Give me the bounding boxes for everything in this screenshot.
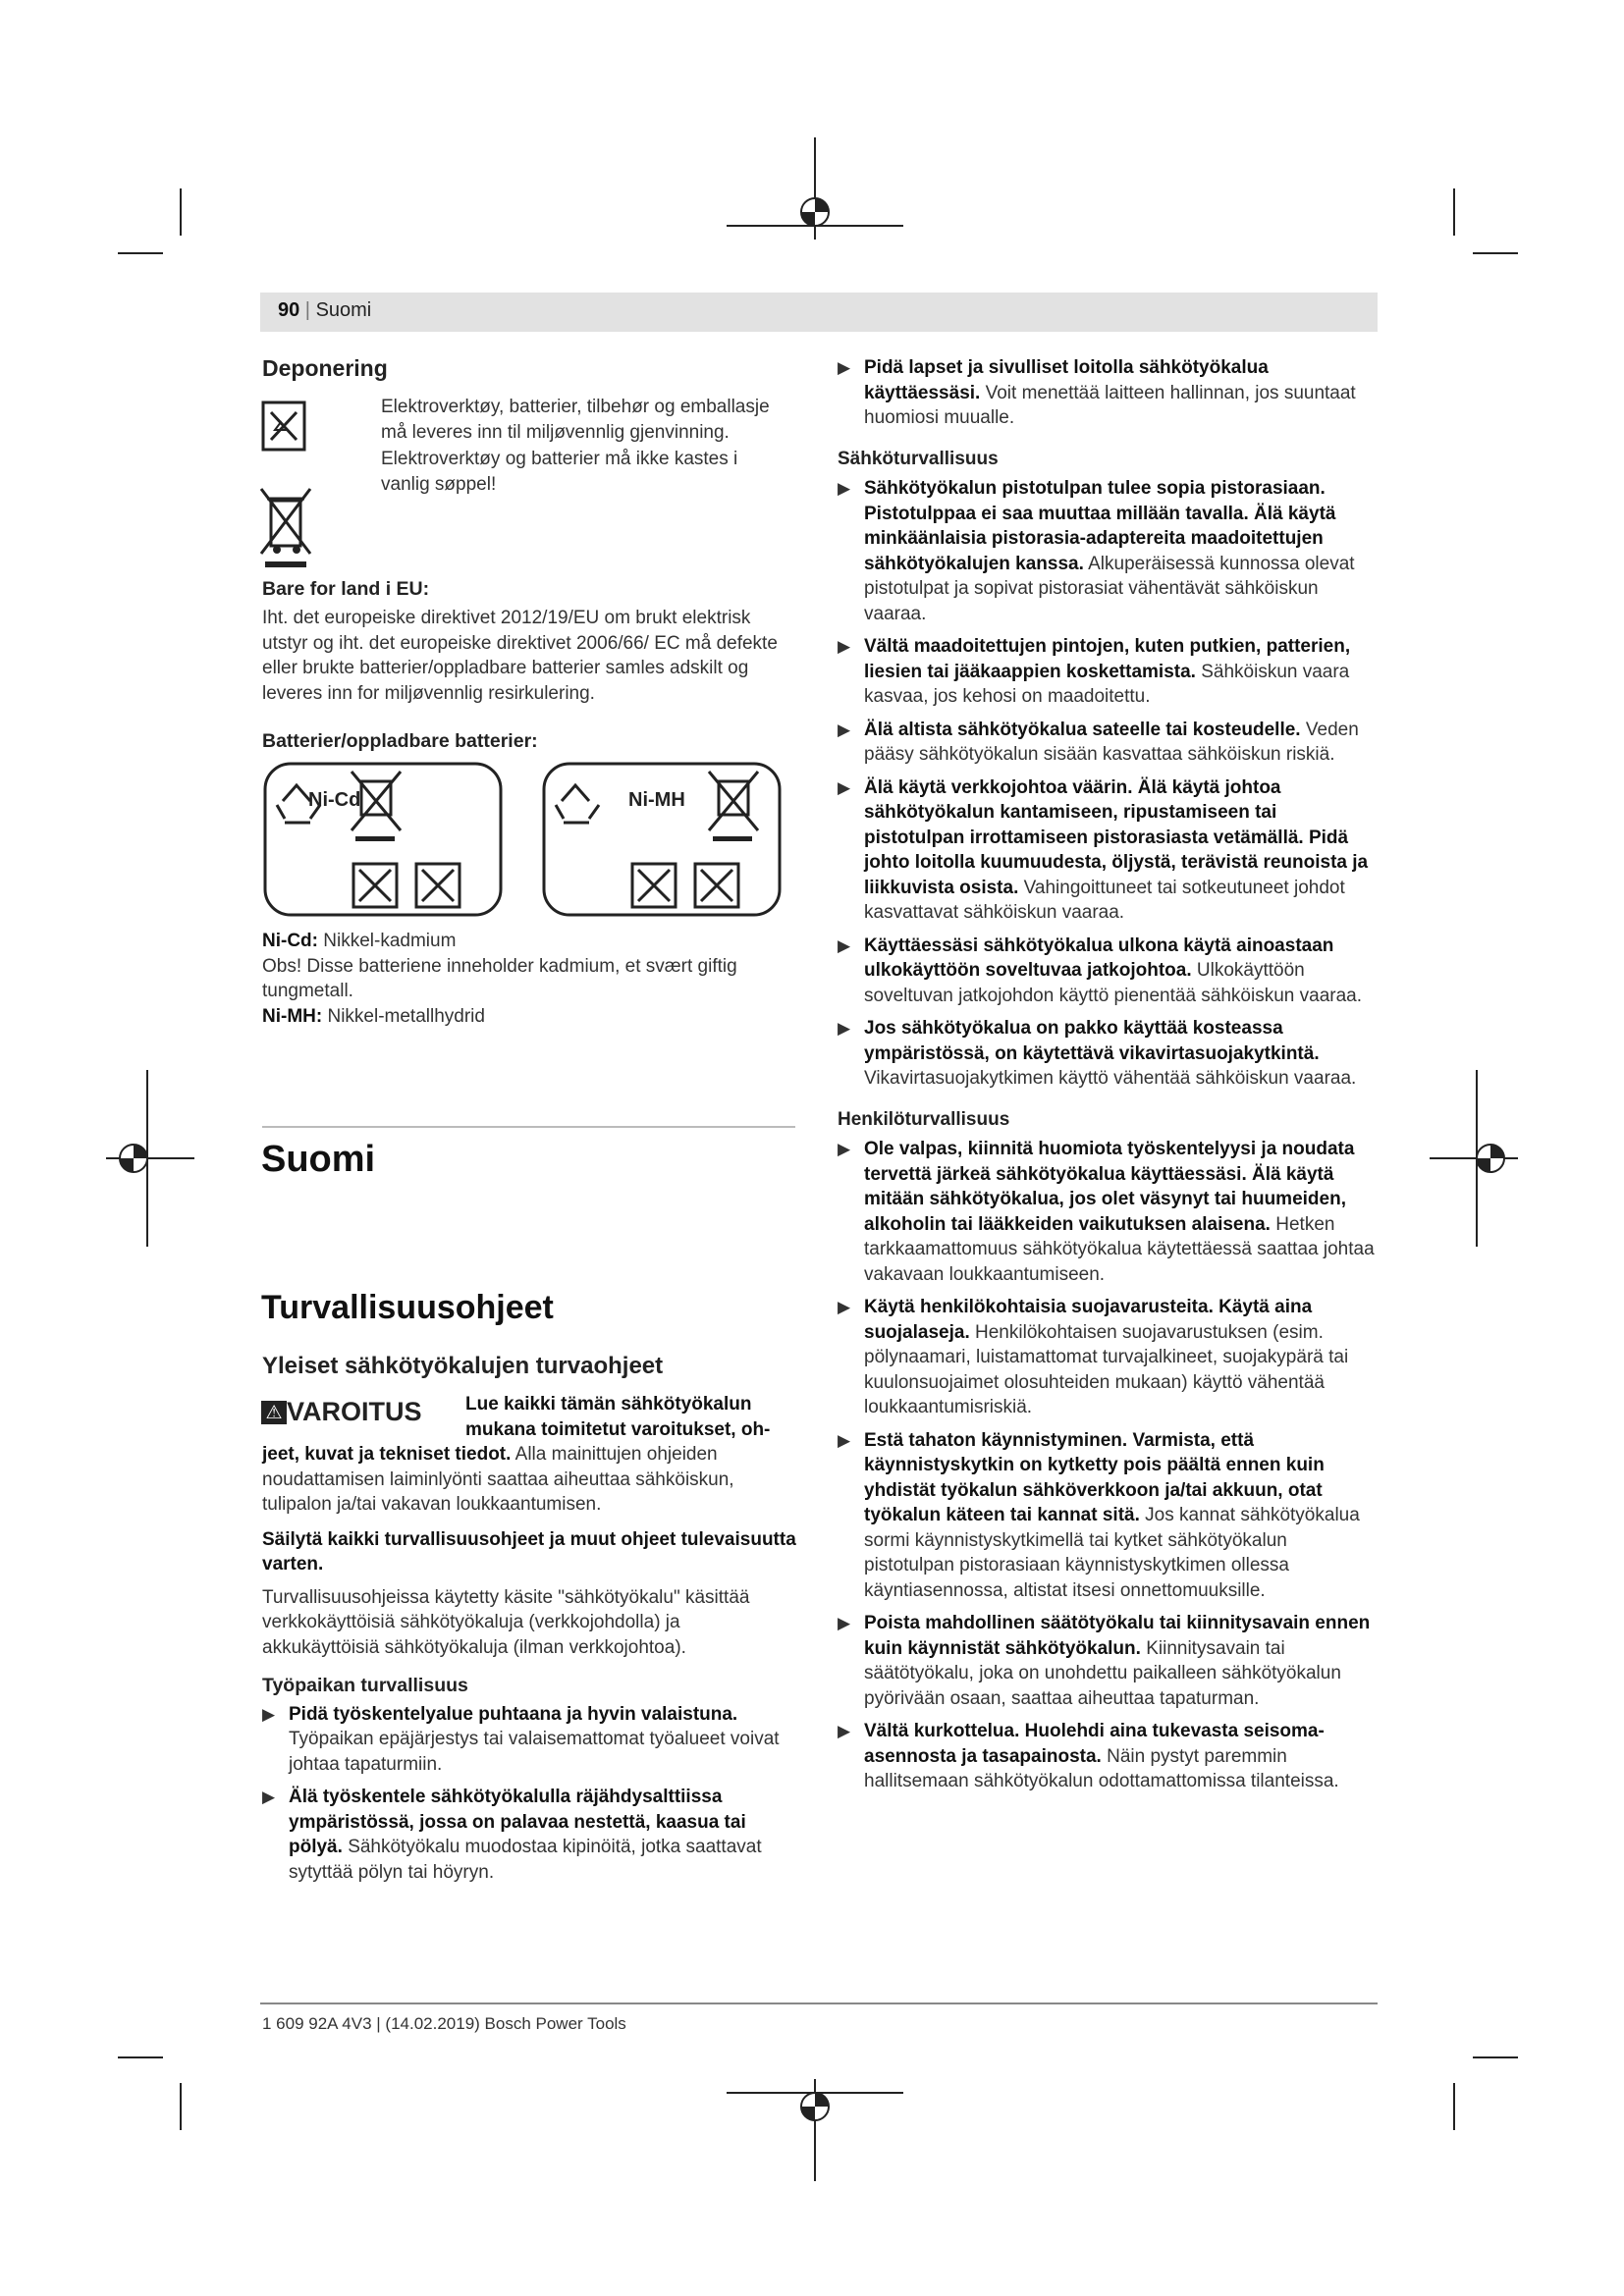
nicd-badge: Ni-Cd (308, 789, 361, 811)
warning-bold-a: Lue kaikki tämän sähkötyökalun (465, 1394, 752, 1415)
registration-mark-icon (727, 2073, 903, 2181)
deponering-title: Deponering (262, 355, 388, 381)
batteries-title: Batterier/oppladbare batterier: (262, 730, 538, 752)
page-header-bar (260, 293, 1378, 332)
bullet-arrow-icon: ▶ (262, 1704, 276, 1724)
warning-bold-c: jeet, kuvat ja tekniset tiedot. (262, 1444, 512, 1465)
nicd-label: Ni-Cd: (262, 931, 318, 951)
registration-mark-icon (86, 1070, 194, 1247)
list-item: ▶ Pidä työskentelyalue puhtaana ja hyvin valaistuna. Työpaikan epäjärjestys tai valaisemattomat työalueet voivat johtaa tapaturmiin. (262, 1703, 780, 1775)
list-item: ▶ Jos sähkötyökalua on pakko käyttää kosteassa ympäristössä, on käytettävä vikavirtasuojakytkintä. Vikavirtasuojakytkimen käyttö vähentää sähköiskun vaaraa. (838, 1018, 1357, 1089)
eu-title: Bare for land i EU: (262, 578, 430, 600)
crop-mark (118, 252, 163, 254)
battery-legend (262, 929, 797, 1029)
list-item: ▶ Älä työskentele sähkötyökalulla räjähdysalttiissa ympäristössä, jossa on palavaa nestettä, kaasua tai pölyä. Sähkötyökalu muodostaa kipinöitä, jotka saattavat sytyttää pölyn tai höyryn. (262, 1787, 762, 1883)
keep-instructions: Säilytä kaikki turvallisuusohjeet ja muut ohjeet tulevaisuutta varten. (262, 1528, 796, 1575)
warning-text: VAROITUS (287, 1397, 422, 1426)
right-column (838, 355, 1378, 1794)
crossed-bin-icon (259, 485, 312, 569)
list-item: ▶ Käyttäessäsi sähkötyökalua ulkona käytä ainoastaan ulkokäyttöön soveltuvaa jatkojohtoa. Ulkokäyttöön soveltuvan jatkojohdon käyttö pienentää sähköiskun vaaraa. (838, 934, 1363, 1006)
bullet-arrow-icon: ▶ (838, 637, 851, 656)
list-item: ▶ Älä altista sähkötyökalua sateelle tai kosteudelle. Veden pääsy sähkötyökalun sisään kasvattaa sähköiskun riskiä. (838, 719, 1359, 765)
section-divider (262, 1126, 795, 1128)
crop-mark (180, 188, 182, 236)
bullet-arrow-icon: ▶ (838, 1430, 851, 1450)
personal-safety-title: Henkilöturvallisuus (838, 1108, 1010, 1130)
nimh-badge: Ni-MH (628, 789, 685, 811)
safety-title: Turvallisuusohjeet (261, 1289, 554, 1326)
crop-mark (1453, 188, 1455, 236)
bullet-arrow-icon: ▶ (838, 1019, 851, 1038)
dep-text-2: Elektroverktøy og batterier må ikke kastes i vanlig søppel! (381, 449, 738, 495)
list-item: ▶ Älä käytä verkkojohtoa väärin. Älä käytä johtoa sähkötyökalun kantamiseen, ripustamiseen tai pistotulpan irrottamiseen pistorasiasta vetämällä. Pidä johto loitolla kuumuudesta, öljystä, terävistä reunoista ja liikkuvista osista. Vahingoittuneet tai sotkeutuneet johdot kasvattavat sähköiskun vaaraa. (838, 776, 1369, 923)
battery-nicd-symbol (263, 762, 503, 917)
electrical-safety-title: Sähköturvallisuus (838, 448, 999, 469)
crop-mark (1473, 252, 1518, 254)
battery-nimh-symbol (542, 762, 782, 917)
registration-mark-icon (1430, 1070, 1538, 1247)
obs-text: Obs! Disse batteriene inneholder kadmium, et svært giftig tungmetall. (262, 955, 737, 1001)
crop-mark (180, 2083, 182, 2130)
general-safety-title: Yleiset sähkötyökalujen turvaohjeet (262, 1353, 664, 1379)
page-number: 90 (278, 299, 300, 321)
list-item: ▶ Estä tahaton käynnistyminen. Varmista, että käynnistyskytkin on kytketty pois päältä ennen kuin yhdistät työkalun sähköverkkoon ja/tai akkuun, otat työkalun käteen tai kannat sitä. Jos kannat sähkötyökalua sormi käynnistyskytkimellä tai kytket sähkötyökalun pistotulpan pistorasiaan käynnistyskytkimen ollessa käyntiasennossa, altistat itsesi onnettomuuksille. (838, 1429, 1360, 1601)
page-header: 90 | Suomi (278, 299, 372, 321)
bullet-arrow-icon: ▶ (262, 1788, 276, 1806)
warning-bold-b: mukana toimitetut varoitukset, oh- (465, 1418, 771, 1440)
bullet-arrow-icon: ▶ (838, 720, 851, 739)
bullet-arrow-icon: ▶ (838, 358, 851, 377)
list-item: ▶ Sähkötyökalun pistotulpan tulee sopia pistorasiaan. Pistotulppaa ei saa muuttaa millään tavalla. Älä käytä minkäänlaisia pistorasia-adaptereita maadoitettujen sähkötyökalujen kanssa. Alkuperäisessä kunnossa olevat pistotulpat ja sopivat pistorasiat vähentävät sähköiskun vaaraa. (838, 478, 1355, 624)
packaging-recycle-icon (261, 400, 306, 452)
eu-text: Iht. det europeiske direktivet 2012/19/EU om brukt elektrisk utstyr og iht. det europeiske direktivet 2006/66/ EC må defekte eller brukte batterier/oppladbare batterier samles adskilt og leveres inn for miljøvennlig resirkulering. (262, 608, 778, 704)
warning-block (262, 1392, 797, 1885)
list-item: ▶ Käytä henkilökohtaisia suojavarusteita. Käytä aina suojalaseja. Henkilökohtaisen suojavarustuksen (esim. pölynaamari, luistamattomat turvajalkineet, suojakypärä tai kuulonsuojaimet olosuhteiden mukaan) käyttö vähentää loukkaantumisriskiä. (838, 1297, 1349, 1417)
list-item: ▶ Pidä lapset ja sivulliset loitolla sähkötyökalua käyttäessäsi. Voit menettää laitteen hallinnan, jos suuntaat huomiosi muualle. (838, 357, 1356, 428)
list-item: ▶ Vältä maadoitettujen pintojen, kuten putkien, patterien, liesien tai jääkaappien koskettamista. Sähköiskun vaara kasvaa, jos kehosi on maadoitettu. (838, 636, 1351, 707)
bullet-arrow-icon: ▶ (838, 1614, 851, 1632)
footer-rule (260, 2002, 1378, 2004)
list-item: ▶ Vältä kurkottelua. Huolehdi aina tukevasta seisoma-asennosta ja tasapainosta. Näin pystyt paremmin hallitsemaan sähkötyökalun odottamattomissa tilanteissa. (838, 1721, 1339, 1791)
bullet-arrow-icon: ▶ (838, 1722, 851, 1740)
nicd-text: Nikkel-kadmium (323, 931, 457, 951)
workplace-title: Työpaikan turvallisuus (262, 1675, 468, 1696)
crop-mark (118, 2056, 163, 2058)
bullet-arrow-icon: ▶ (838, 1140, 851, 1158)
bullet-arrow-icon: ▶ (838, 1298, 851, 1316)
bullet-arrow-icon: ▶ (838, 777, 851, 797)
crop-mark (1453, 2083, 1455, 2130)
deponering-text (381, 395, 774, 497)
warning-icon: ⚠ (261, 1401, 287, 1424)
term-definition: Turvallisuusohjeissa käytetty käsite "sähkötyökalu" käsittää verkkokäyttöisiä sähkötyökaluja (verkkojohdolla) ja akkukäyttöisiä sähkötyökaluja (ilman verkkojohtoa). (262, 1586, 750, 1658)
nimh-label: Ni-MH: (262, 1005, 323, 1027)
dep-text-1: Elektroverktøy, batterier, tilbehør og emballasje må leveres inn til miljøvennlig gjenvinning. (381, 397, 770, 443)
crop-mark (1473, 2056, 1518, 2058)
page-section: Suomi (315, 299, 372, 321)
registration-mark-icon (727, 137, 903, 245)
bullet-arrow-icon: ▶ (838, 935, 851, 955)
nimh-text: Nikkel-metallhydrid (327, 1005, 485, 1027)
suomi-title: Suomi (261, 1139, 376, 1180)
list-item: ▶ Ole valpas, kiinnitä huomiota työskentelyysi ja noudata tervettä järkeä sähkötyökalua käyttäessäsi. Älä käytä mitään sähkötyökalua, jos olet väsynyt tai huumeiden, alkoholin tai lääkkeiden vaikutuksen alaisena. Hetken tarkkaamattomuus sähkötyökalua käytettäessä saattaa johtaa vakavaan loukkaantumiseen. (838, 1139, 1375, 1285)
warning-body: Alla mainittujen ohjeiden noudattamisen laiminlyönti saattaa aiheuttaa sähköiskun, tulipalon ja/tai vakavan loukkaantumisen. (262, 1444, 734, 1515)
list-item: ▶ Poista mahdollinen säätötyökalu tai kiinnitysavain ennen kuin käynnistät sähkötyökalun. Kiinnitysavain tai säätötyökalu, joka on unohdettu paikalleen sähkötyökalun pyörivään osaan, saattaa aiheuttaa tapaturman. (838, 1613, 1371, 1709)
footer-text: 1 609 92A 4V3 | (14.02.2019) Bosch Power Tools (262, 2014, 626, 2033)
bullet-arrow-icon: ▶ (838, 479, 851, 498)
